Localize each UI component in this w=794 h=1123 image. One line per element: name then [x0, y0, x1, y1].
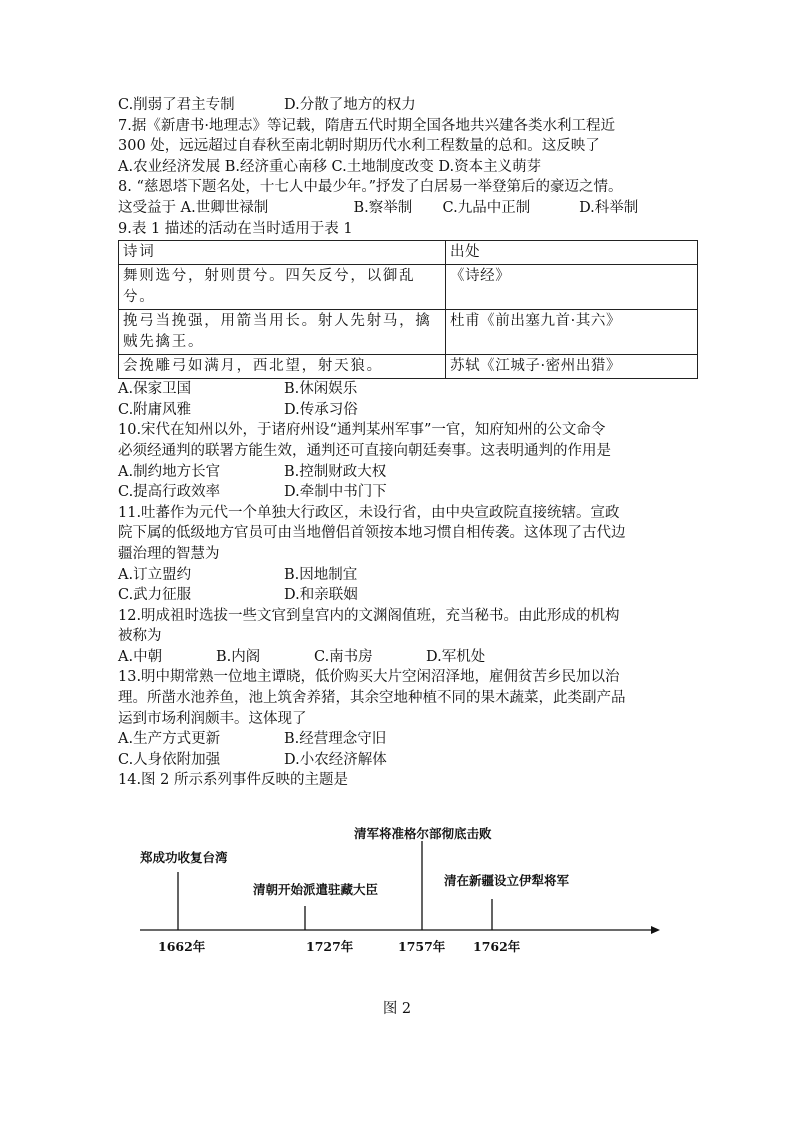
- option-q8b-1: B.察举制: [353, 199, 413, 216]
- timeline-event-label: 清朝开始派遣驻藏大臣: [253, 882, 379, 897]
- option-q10o2-1: D.牵制中书门下: [284, 484, 387, 501]
- table-header-cell: 诗词: [119, 241, 446, 265]
- text-line-q10o2: [118, 482, 678, 503]
- option-q13o2-1: D.小农经济解体: [284, 751, 387, 768]
- text-line-q9o2: [118, 400, 678, 421]
- option-q11o2-0: C.武力征服: [118, 587, 192, 604]
- text-line-q13a: 13.明中期常熟一位地主谭晓，低价购买大片空闲沼泽地，雇佣贫苦乡民加以治: [118, 669, 620, 686]
- timeline-year-label: 1727年: [306, 939, 354, 954]
- text-line-q6opts: [118, 95, 678, 116]
- table-row: [119, 355, 698, 379]
- poem-cell: 舞则选兮，射则贯兮。四矢反兮，以御乱兮。: [119, 265, 446, 310]
- option-q12o-0: A.中朝: [118, 648, 163, 665]
- option-q9o2-0: C.附庸风雅: [118, 401, 192, 418]
- table-row: [119, 265, 698, 310]
- text-line-q8b: [118, 198, 678, 219]
- text-line-q9: 9.表 1 描述的活动在当时适用于表 1: [118, 220, 353, 237]
- timeline-year-label: 1762年: [473, 939, 521, 954]
- questions-9-to-14: [118, 379, 678, 791]
- option-q9o1-0: A.保家卫国: [118, 381, 192, 398]
- option-q8b-0: 这受益于 A.世卿世禄制: [118, 199, 269, 216]
- text-line-q14: 14.图 2 所示系列事件反映的主题是: [118, 772, 349, 789]
- option-q9o1-1: B.休闲娱乐: [284, 381, 358, 398]
- option-q6opts-0: C.削弱了君主专制: [118, 97, 235, 113]
- text-line-q7a: 7.据《新唐书·地理志》等记载，隋唐五代时期全国各地共兴建各类水利工程近: [118, 117, 615, 134]
- poem-cell: 会挽雕弓如满月，西北望，射天狼。: [119, 355, 446, 379]
- text-line-q11b: 院下属的低级地方官员可由当地僧侣首领按本地习惯自相传袭。这体现了古代边: [118, 525, 626, 542]
- text-line-q9o1: [118, 379, 678, 400]
- text-line-q10a: 10.宋代在知州以外，于诸府州设“通判某州军事”一官，知府知州的公文命令: [118, 422, 606, 439]
- table-header-row: [119, 241, 698, 265]
- timeline-event-label: 清军将准格尔部彻底击败: [354, 826, 492, 841]
- questions-6-to-9: [118, 95, 678, 239]
- option-q11o2-1: D.和亲联姻: [284, 587, 358, 604]
- text-line-q11a: 11.吐蕃作为元代一个单独大行政区，未设行省，由中央宣政院直接统辖。宣政: [118, 504, 620, 521]
- option-q13o2-0: C.人身依附加强: [118, 751, 221, 768]
- timeline-event-label: 郑成功收复台湾: [140, 850, 228, 865]
- text-line-q13b: 理。所凿水池养鱼，池上筑舍养猪，其余空地种植不同的果木蔬菜，此类副产品: [118, 690, 626, 707]
- source-cell: 苏轼《江城子·密州出猎》: [446, 355, 698, 379]
- option-q11o1-1: B.因地制宜: [284, 566, 358, 583]
- timeline-event-label: 清在新疆设立伊犁将军: [444, 873, 570, 888]
- option-q10o1-0: A.制约地方长官: [118, 463, 221, 480]
- option-q8b-2: C.九品中正制: [442, 199, 531, 216]
- option-q13o1-0: A.生产方式更新: [118, 731, 221, 748]
- text-line-q10b: 必须经通判的联署方能生效，通判还可直接向朝廷奏事。这表明通判的作用是: [118, 442, 611, 459]
- option-q6opts-1: D.分散了地方的权力: [284, 97, 416, 113]
- option-q11o1-0: A.订立盟约: [118, 566, 192, 583]
- text-line-q12b: 被称为: [118, 628, 162, 645]
- text-line-q13o1: [118, 729, 678, 750]
- option-q10o1-1: B.控制财政大权: [284, 463, 387, 480]
- text-line-q11o1: [118, 565, 678, 586]
- option-q12o-2: C.南书房: [314, 648, 373, 665]
- text-line-q10o1: [118, 462, 678, 483]
- timeline-year-label: 1757年: [398, 939, 446, 954]
- text-line-q12o: [118, 647, 678, 668]
- timeline-year-label: 1662年: [158, 939, 206, 954]
- option-q12o-3: D.军机处: [426, 648, 486, 665]
- source-cell: 杜甫《前出塞九首·其六》: [446, 310, 698, 355]
- figure-2-caption: 图 2: [382, 1001, 412, 1017]
- text-line-q8a: 8. “慈恩塔下题名处，十七人中最少年。”抒发了白居易一举登第后的豪迈之情。: [118, 179, 623, 196]
- source-cell: 《诗经》: [446, 265, 698, 310]
- text-line-q12a: 12.明成祖时选拔一些文官到皇宫内的文渊阁值班，充当秘书。由此形成的机构: [118, 607, 620, 624]
- option-q13o1-1: B.经营理念守旧: [284, 731, 387, 748]
- text-line-q11o2: [118, 585, 678, 606]
- table-1-poems: [118, 240, 698, 379]
- text-line-q11c: 疆治理的智慧为: [118, 545, 220, 562]
- text-line-q13o2: [118, 750, 678, 771]
- text-line-q13c: 运到市场利润颇丰。这体现了: [118, 710, 307, 727]
- table-header-cell: 出处: [446, 241, 698, 265]
- timeline-arrow-icon: [651, 926, 660, 934]
- text-line-q7b: 300 处，远远超过自春秋至南北朝时期历代水利工程数量的总和。这反映了: [118, 138, 600, 155]
- poem-cell: 挽弓当挽强，用箭当用长。射人先射马，擒贼先擒王。: [119, 310, 446, 355]
- option-q9o2-1: D.传承习俗: [284, 401, 358, 418]
- option-q8b-3: D.科举制: [579, 199, 639, 216]
- table-row: [119, 310, 698, 355]
- option-q10o2-0: C.提高行政效率: [118, 484, 221, 501]
- exam-page: [118, 95, 678, 791]
- option-q12o-1: B.内阁: [216, 648, 261, 665]
- text-line-q7opts: A.农业经济发展 B.经济重心南移 C.土地制度改变 D.资本主义萌芽: [118, 158, 542, 175]
